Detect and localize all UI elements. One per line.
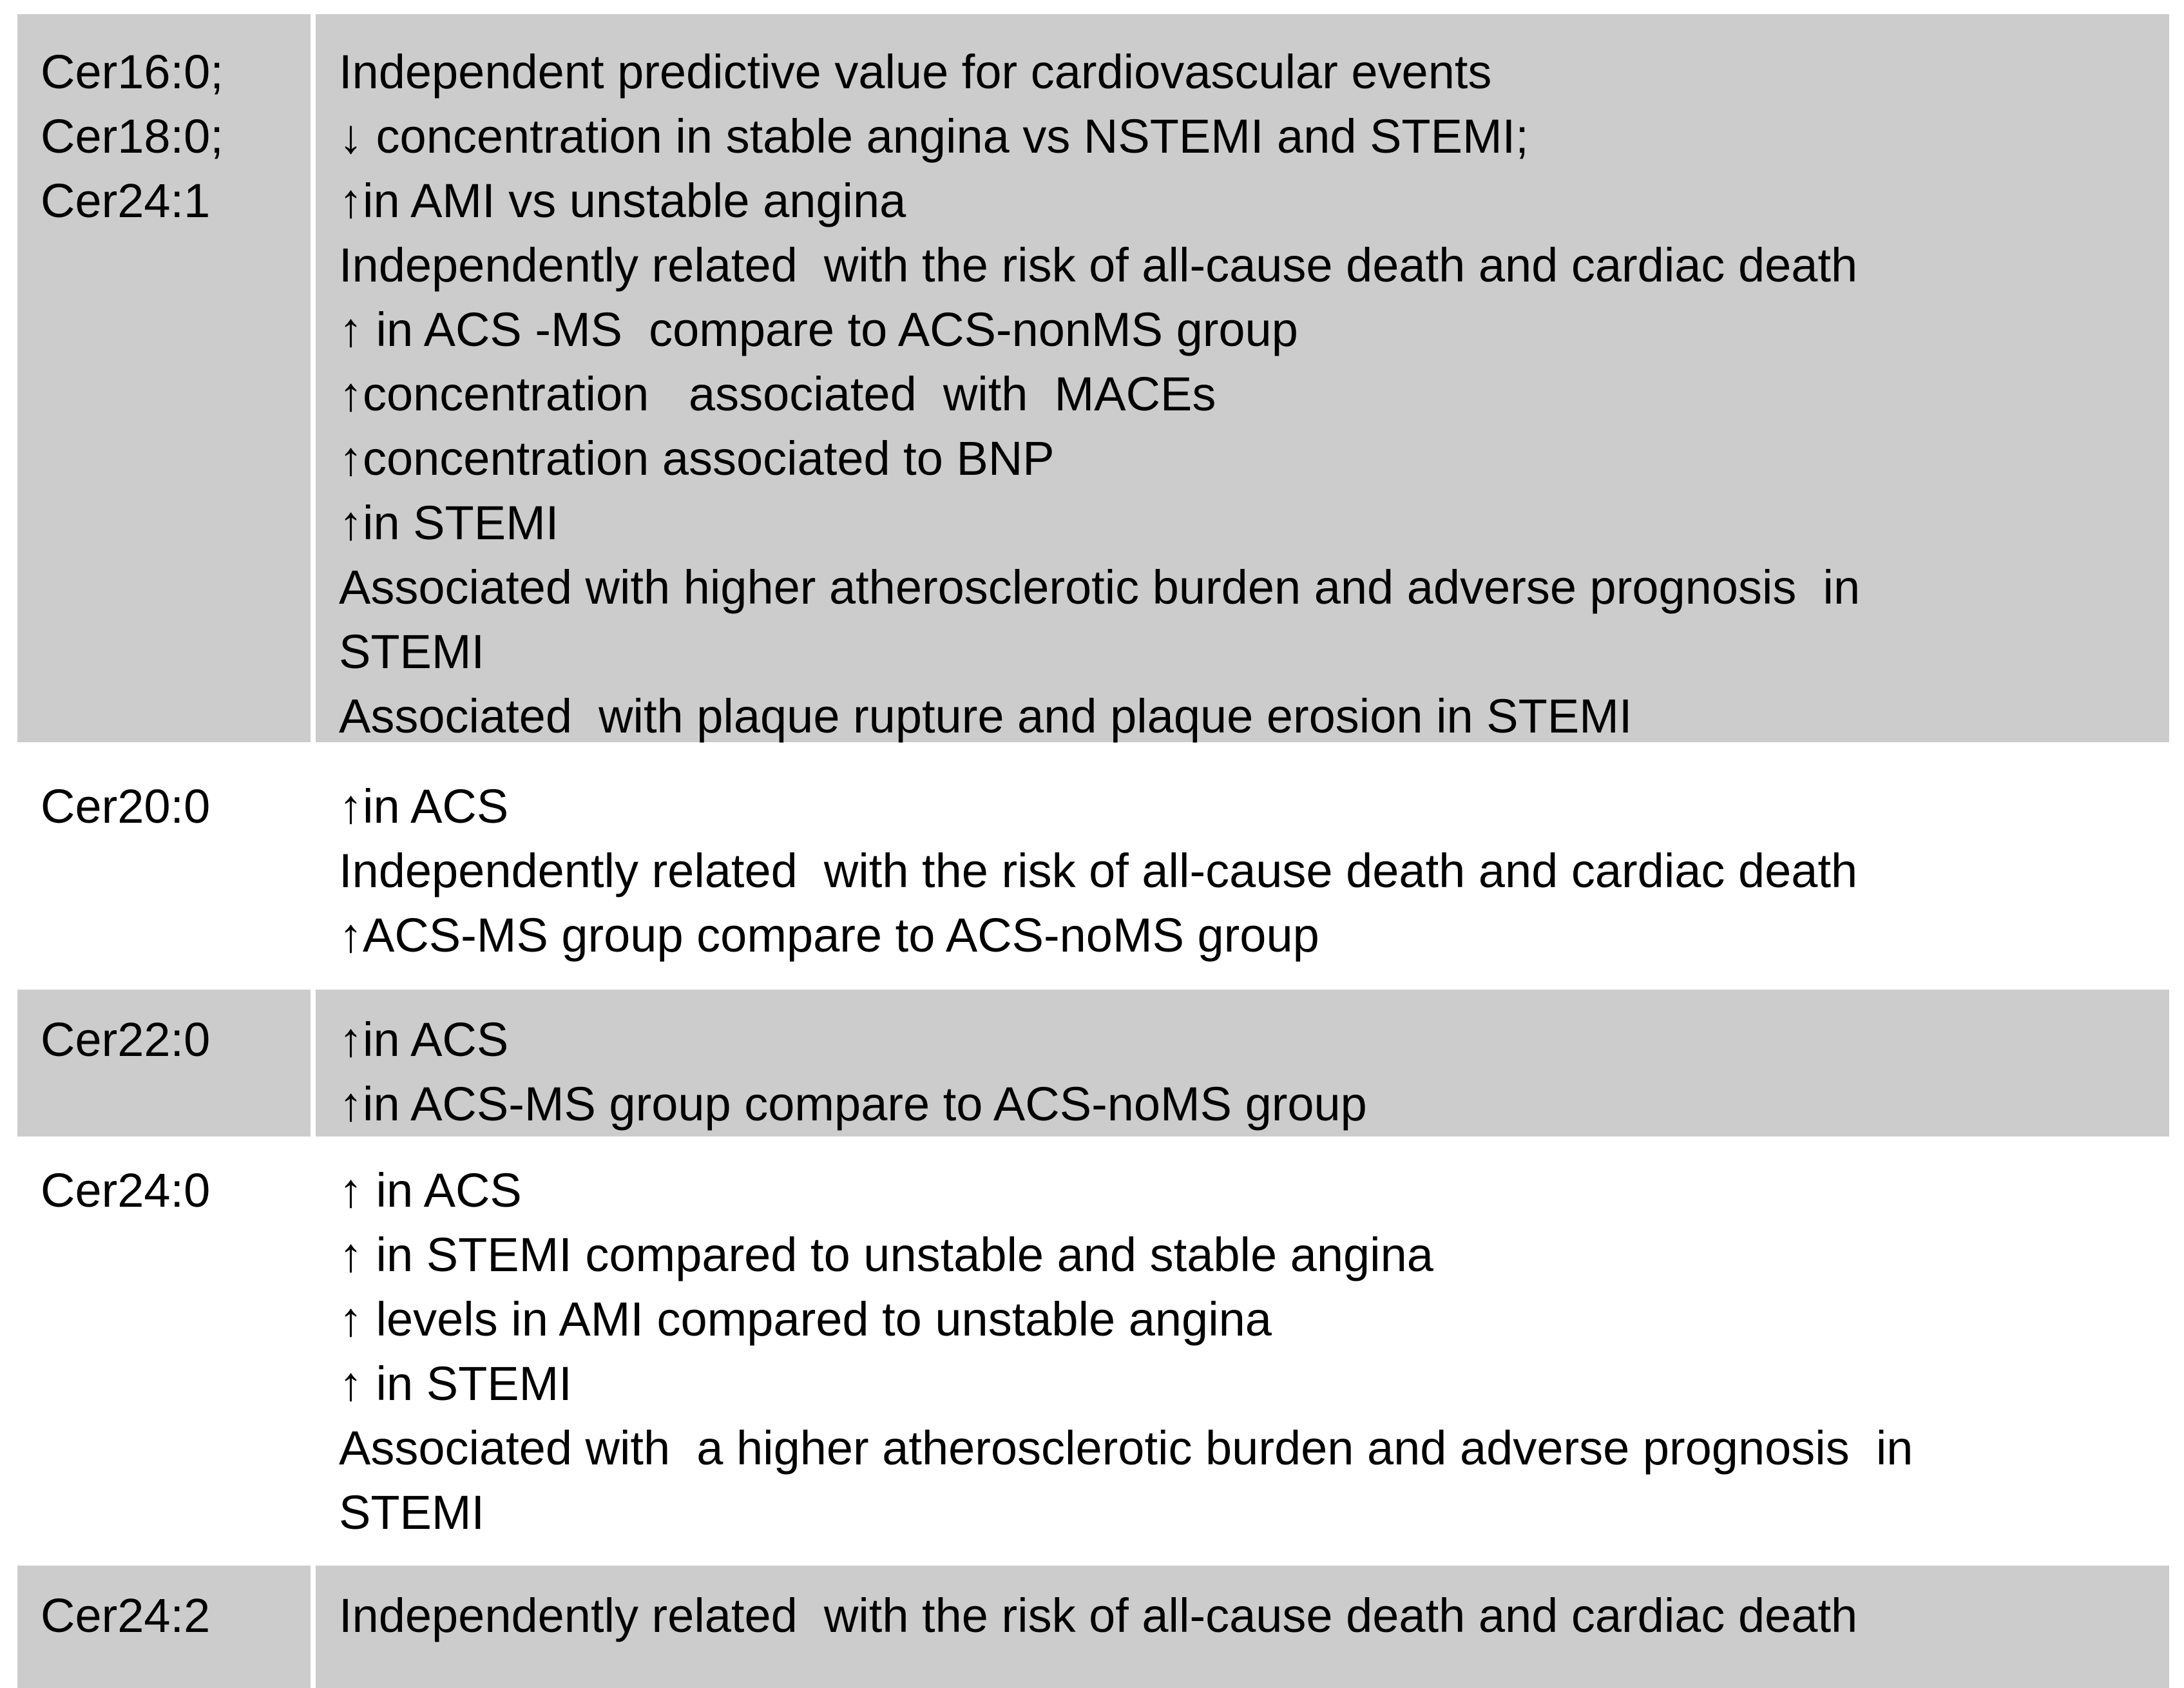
finding-line: ↑concentration associated to BNP <box>339 432 1055 485</box>
ceramide-name: Cer24:1 <box>41 174 211 227</box>
findings-cell <box>316 1566 2169 1688</box>
table-row <box>17 747 2169 984</box>
findings-cell <box>316 1142 2169 1560</box>
findings-cell <box>316 14 2169 742</box>
ceramide-name: Cer22:0 <box>41 1013 211 1066</box>
finding-line: Independently related with the risk of all-cause death and cardiac death <box>339 844 1858 897</box>
finding-line: ↑in ACS-MS group compare to ACS-noMS group <box>339 1077 1367 1131</box>
finding-line: ↑in ACS <box>339 780 509 833</box>
ceramide-name: Cer20:0 <box>41 780 211 833</box>
ceramide-name: Cer16:0; <box>41 45 224 99</box>
finding-line: Associated with a higher atherosclerotic burden and adverse prognosis in <box>339 1421 1913 1475</box>
finding-line: ↑ in ACS -MS compare to ACS-nonMS group <box>339 303 1298 356</box>
ceramide-cell <box>17 990 311 1137</box>
finding-line: Associated with higher atherosclerotic burden and adverse prognosis in <box>339 561 1861 614</box>
finding-line: Independently related with the risk of all-cause death and cardiac death <box>339 1589 1858 1642</box>
ceramide-cell <box>17 1142 311 1560</box>
finding-line: ↑ levels in AMI compared to unstable angina <box>339 1292 1272 1346</box>
ceramide-name: Cer24:0 <box>41 1164 211 1217</box>
table-row <box>17 990 2169 1137</box>
table-row <box>17 14 2169 742</box>
findings-cell <box>316 747 2169 984</box>
finding-line: Independent predictive value for cardiovascular events <box>339 45 1492 99</box>
finding-line: STEMI <box>339 625 485 678</box>
finding-line: ↑ in STEMI <box>339 1357 572 1410</box>
finding-line: ↑ACS-MS group compare to ACS-noMS group <box>339 908 1319 962</box>
finding-line: ↑concentration associated with MACEs <box>339 367 1216 421</box>
ceramide-cell <box>17 1566 311 1688</box>
ceramide-name: Cer18:0; <box>41 110 224 163</box>
ceramide-cell <box>17 14 311 742</box>
finding-line: ↑ in STEMI compared to unstable and stable angina <box>339 1228 1433 1281</box>
finding-line: ↑in ACS <box>339 1013 509 1066</box>
table-row <box>17 1142 2169 1560</box>
findings-cell <box>316 990 2169 1137</box>
finding-line: ↑in AMI vs unstable angina <box>339 174 906 227</box>
finding-line: ↑ in ACS <box>339 1164 522 1217</box>
finding-line: ↑in STEMI <box>339 496 559 550</box>
finding-line: ↓ concentration in stable angina vs NSTEMI and STEMI; <box>339 110 1529 163</box>
ceramide-cell <box>17 747 311 984</box>
ceramide-name: Cer24:2 <box>41 1589 211 1642</box>
finding-line: Associated with plaque rupture and plaque erosion in STEMI <box>339 689 1633 743</box>
finding-line: Independently related with the risk of all-cause death and cardiac death <box>339 238 1858 292</box>
table-row <box>17 1566 2169 1688</box>
finding-line: STEMI <box>339 1486 485 1539</box>
